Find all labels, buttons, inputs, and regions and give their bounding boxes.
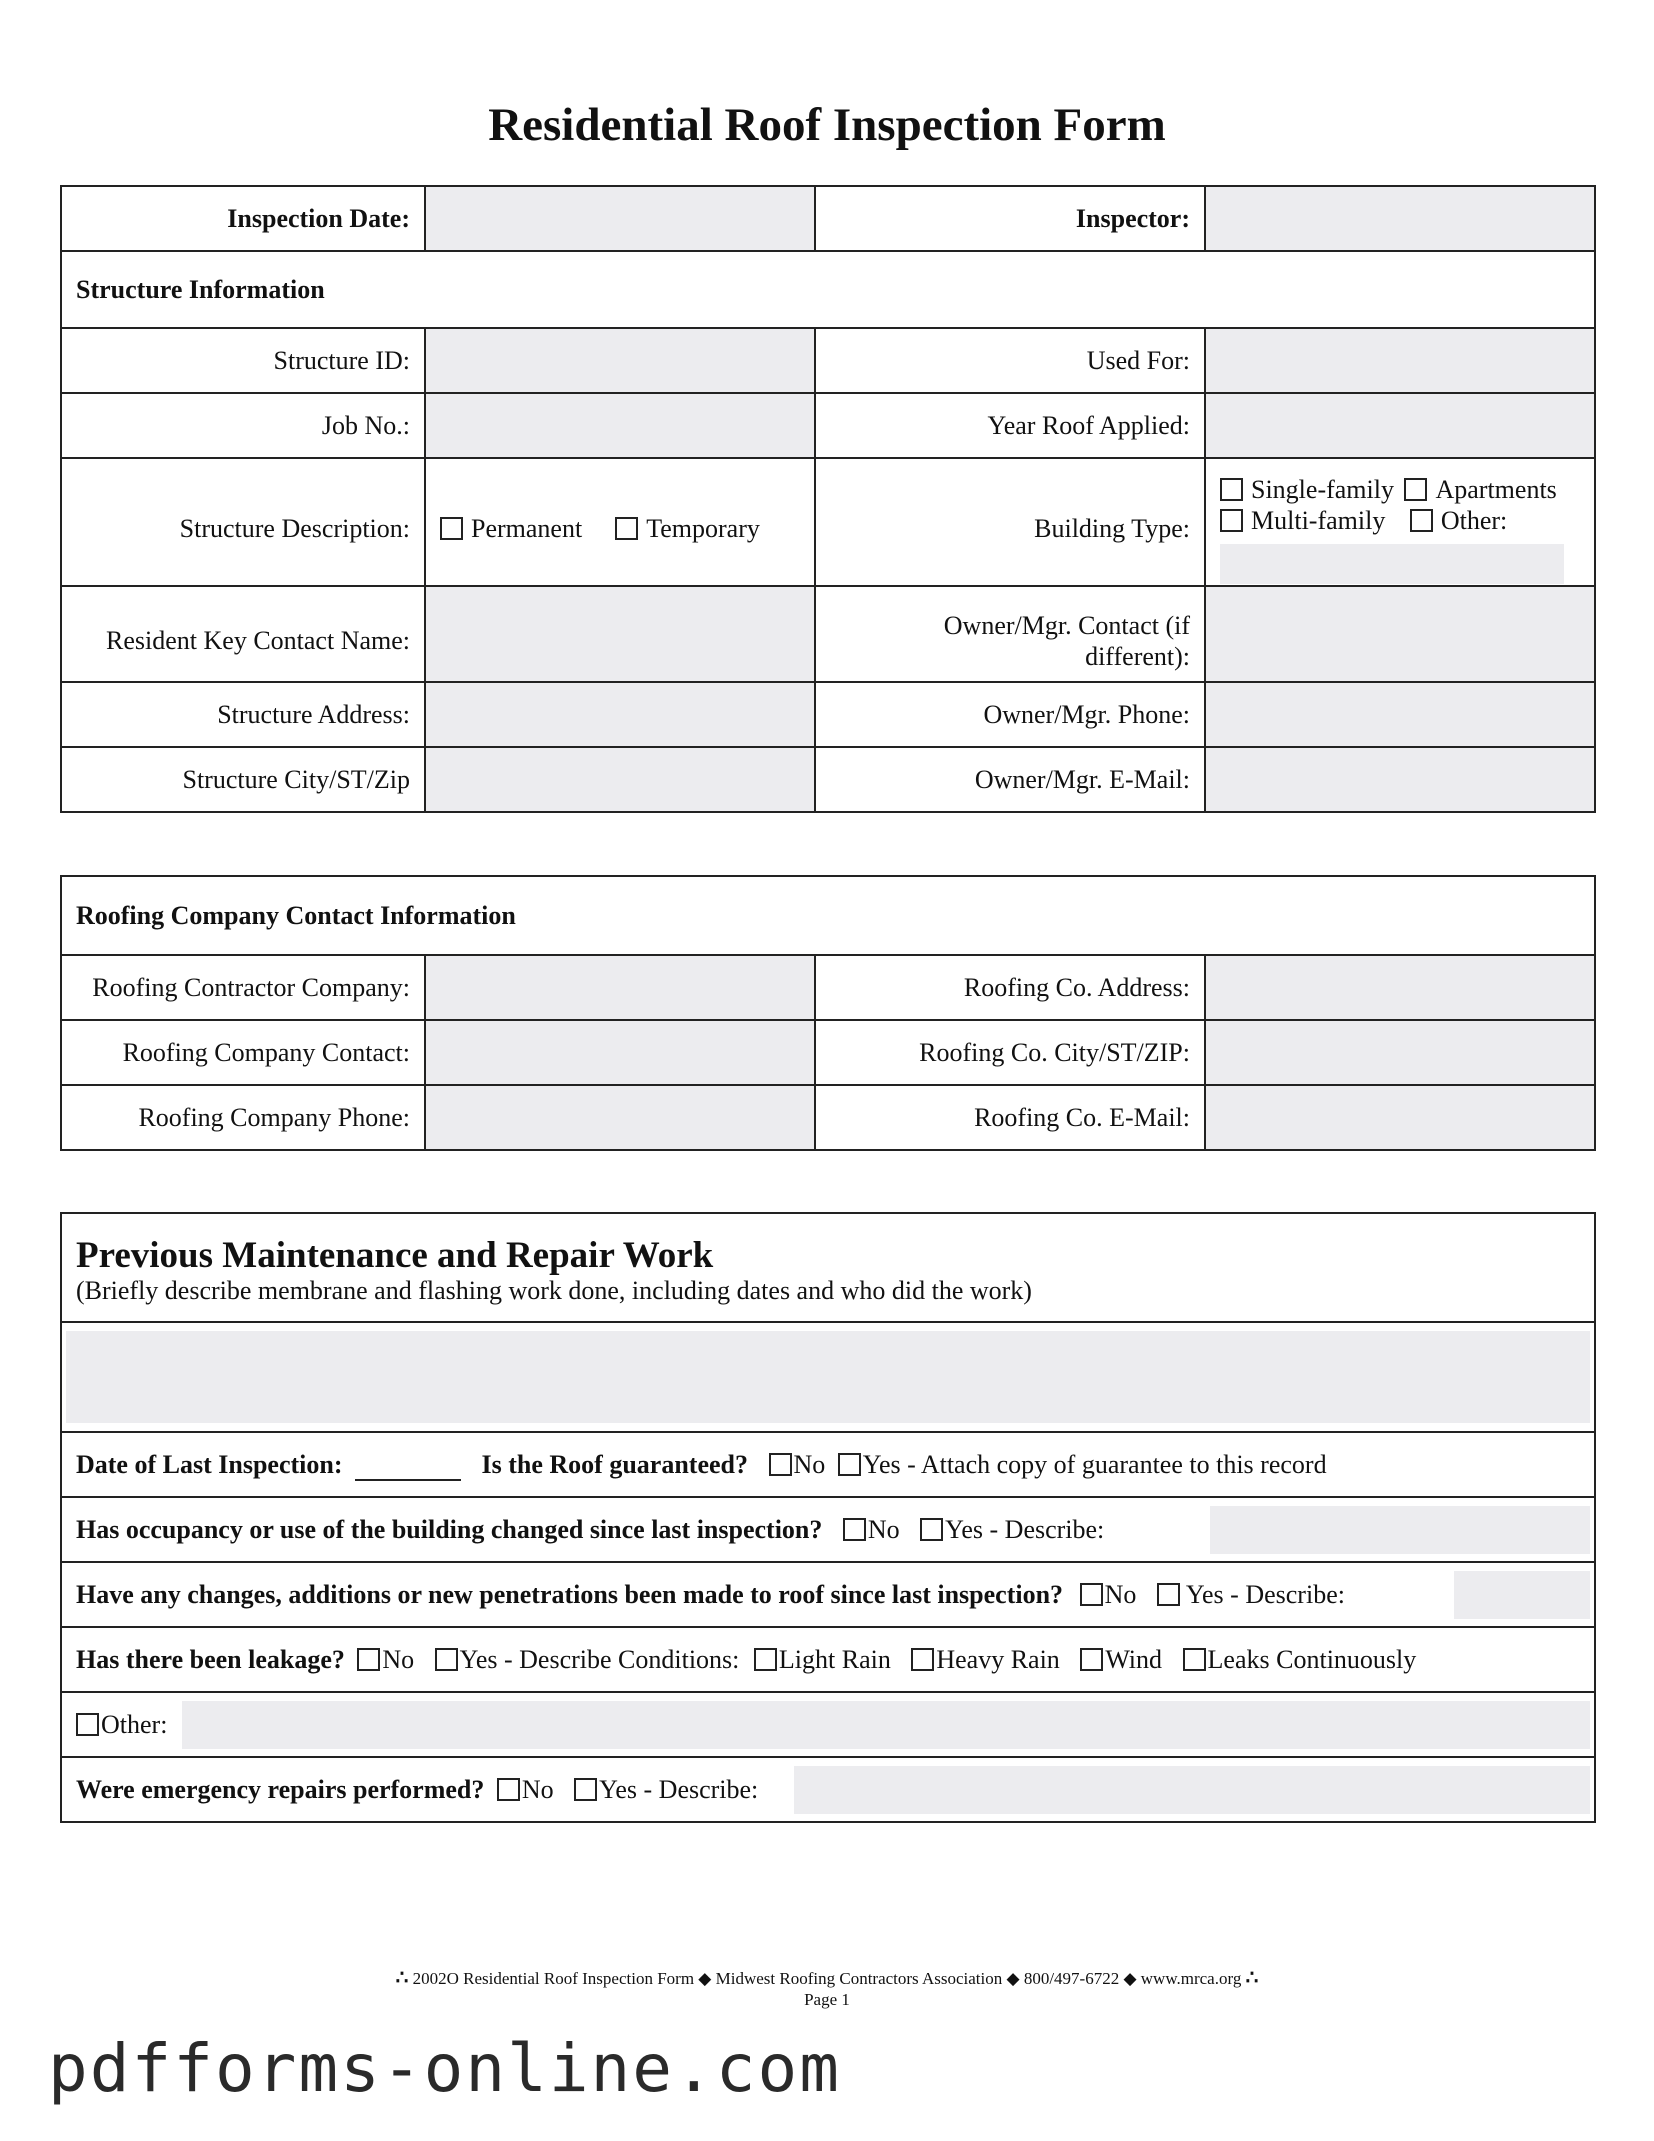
- structure-description-label: Structure Description:: [61, 458, 425, 586]
- permanent-label: Permanent: [471, 514, 583, 543]
- inspector-field[interactable]: [1205, 186, 1595, 251]
- roofing-email-field[interactable]: [1205, 1085, 1595, 1150]
- maintenance-header: [61, 1213, 1595, 1322]
- single-family-label: Single-family: [1251, 475, 1394, 504]
- structure-id-field[interactable]: [425, 328, 815, 393]
- temporary-checkbox[interactable]: [615, 517, 638, 540]
- changes-yes-checkbox[interactable]: [1157, 1583, 1180, 1606]
- roofing-address-label: Roofing Co. Address:: [815, 955, 1205, 1020]
- light-rain-label: Light Rain: [778, 1645, 891, 1674]
- structure-city-field[interactable]: [425, 747, 815, 812]
- guaranteed-yes-checkbox[interactable]: [838, 1453, 861, 1476]
- changes-no-label: No: [1104, 1580, 1137, 1609]
- used-for-field[interactable]: [1205, 328, 1595, 393]
- multi-family-label: Multi-family: [1251, 506, 1386, 535]
- inspector-label: Inspector:: [815, 186, 1205, 251]
- inspection-date-label: Inspection Date:: [61, 186, 425, 251]
- owner-phone-field[interactable]: [1205, 682, 1595, 747]
- guaranteed-no-checkbox[interactable]: [769, 1453, 792, 1476]
- owner-contact-label: [815, 586, 1205, 682]
- leakage-other-field[interactable]: [182, 1701, 1590, 1749]
- last-inspection-field[interactable]: [355, 1449, 461, 1481]
- structure-city-label: Structure City/ST/Zip: [61, 747, 425, 812]
- leakage-yes-checkbox[interactable]: [435, 1648, 458, 1671]
- leakage-other-label: Other:: [101, 1710, 168, 1739]
- used-for-label: Used For:: [815, 328, 1205, 393]
- footer: [0, 1965, 1654, 2010]
- roofing-contact-label: Roofing Company Contact:: [61, 1020, 425, 1085]
- changes-question: Have any changes, additions or new penetrations been made to roof since last inspection?: [76, 1580, 1064, 1609]
- leaks-continuously-label: Leaks Continuously: [1207, 1645, 1417, 1674]
- apartments-checkbox[interactable]: [1404, 478, 1427, 501]
- structure-id-label: Structure ID:: [61, 328, 425, 393]
- last-inspection-label: Date of Last Inspection:: [76, 1450, 343, 1479]
- permanent-checkbox[interactable]: [440, 517, 463, 540]
- heavy-rain-label: Heavy Rain: [936, 1645, 1060, 1674]
- changes-yes-label: Yes - Describe:: [1185, 1580, 1345, 1609]
- structure-description-options: [425, 458, 815, 586]
- watermark: pdfforms-online.com: [48, 2030, 841, 2107]
- mrca-logo-icon: ∴: [395, 1967, 409, 1989]
- heavy-rain-checkbox[interactable]: [911, 1648, 934, 1671]
- owner-contact-label-line2: different):: [1085, 642, 1190, 671]
- roofing-phone-label: Roofing Company Phone:: [61, 1085, 425, 1150]
- emergency-row: [61, 1757, 1595, 1822]
- apartments-label: Apartments: [1435, 475, 1557, 504]
- emergency-no-label: No: [521, 1775, 554, 1804]
- owner-contact-label-line1: Owner/Mgr. Contact (if: [943, 611, 1190, 640]
- roofing-city-field[interactable]: [1205, 1020, 1595, 1085]
- building-other-label: Other:: [1440, 506, 1508, 535]
- wind-checkbox[interactable]: [1080, 1648, 1103, 1671]
- leaks-continuously-checkbox[interactable]: [1183, 1648, 1206, 1671]
- roofing-contractor-label: Roofing Contractor Company:: [61, 955, 425, 1020]
- footer-text: 2002O Residential Roof Inspection Form ◆ Midwest Roofing Contractors Association ◆ 800/497-6722 ◆ www.mrca.org: [412, 1969, 1242, 1988]
- emergency-describe-field[interactable]: [794, 1766, 1590, 1814]
- owner-email-field[interactable]: [1205, 747, 1595, 812]
- building-other-field[interactable]: [1220, 544, 1564, 584]
- occupancy-question: Has occupancy or use of the building changed since last inspection?: [76, 1515, 823, 1544]
- wind-label: Wind: [1105, 1645, 1163, 1674]
- temporary-label: Temporary: [646, 514, 760, 543]
- owner-contact-field[interactable]: [1205, 586, 1595, 682]
- resident-contact-label: Resident Key Contact Name:: [61, 586, 425, 682]
- leakage-no-label: No: [382, 1645, 415, 1674]
- multi-family-checkbox[interactable]: [1220, 509, 1243, 532]
- occupancy-describe-field[interactable]: [1210, 1506, 1590, 1554]
- occupancy-no-label: No: [867, 1515, 900, 1544]
- year-roof-field[interactable]: [1205, 393, 1595, 458]
- roofing-city-label: Roofing Co. City/ST/ZIP:: [815, 1020, 1205, 1085]
- roofing-phone-field[interactable]: [425, 1085, 815, 1150]
- guaranteed-yes-label: Yes - Attach copy of guarantee to this record: [862, 1450, 1327, 1479]
- emergency-yes-label: Yes - Describe:: [599, 1775, 759, 1804]
- roofing-heading: Roofing Company Contact Information: [61, 876, 1595, 955]
- occupancy-row: [61, 1497, 1595, 1562]
- form-title: Residential Roof Inspection Form: [488, 99, 1166, 151]
- job-no-field[interactable]: [425, 393, 815, 458]
- emergency-no-checkbox[interactable]: [497, 1778, 520, 1801]
- maintenance-description-field[interactable]: [66, 1331, 1590, 1423]
- roofing-address-field[interactable]: [1205, 955, 1595, 1020]
- owner-phone-label: Owner/Mgr. Phone:: [815, 682, 1205, 747]
- structure-table: [60, 185, 1596, 813]
- maintenance-description-cell: [61, 1322, 1595, 1432]
- emergency-question: Were emergency repairs performed?: [76, 1775, 485, 1804]
- last-inspection-row: [61, 1432, 1595, 1497]
- roofing-contact-field[interactable]: [425, 1020, 815, 1085]
- building-type-options: [1205, 458, 1595, 586]
- guaranteed-question: Is the Roof guaranteed?: [481, 1450, 748, 1479]
- guaranteed-no-label: No: [793, 1450, 826, 1479]
- maintenance-heading: Previous Maintenance and Repair Work: [76, 1234, 714, 1276]
- structure-heading: Structure Information: [61, 251, 1595, 328]
- emergency-yes-checkbox[interactable]: [574, 1778, 597, 1801]
- job-no-label: Job No.:: [61, 393, 425, 458]
- single-family-checkbox[interactable]: [1220, 478, 1243, 501]
- maintenance-subheading: (Briefly describe membrane and flashing work done, including dates and who did the work): [76, 1275, 1032, 1305]
- roofing-contractor-field[interactable]: [425, 955, 815, 1020]
- light-rain-checkbox[interactable]: [754, 1648, 777, 1671]
- changes-no-checkbox[interactable]: [1080, 1583, 1103, 1606]
- inspection-date-field[interactable]: [425, 186, 815, 251]
- year-roof-label: Year Roof Applied:: [815, 393, 1205, 458]
- page-number: Page 1: [804, 1990, 850, 2009]
- owner-email-label: Owner/Mgr. E-Mail:: [815, 747, 1205, 812]
- structure-address-field[interactable]: [425, 682, 815, 747]
- leakage-no-checkbox[interactable]: [357, 1648, 380, 1671]
- mrca-logo-icon-right: ∴: [1245, 1967, 1259, 1989]
- leakage-question: Has there been leakage?: [76, 1645, 345, 1674]
- building-type-label: Building Type:: [815, 458, 1205, 586]
- leakage-other-checkbox[interactable]: [76, 1713, 99, 1736]
- building-other-checkbox[interactable]: [1410, 509, 1433, 532]
- roofing-email-label: Roofing Co. E-Mail:: [815, 1085, 1205, 1150]
- leakage-other-row: [61, 1692, 1595, 1757]
- changes-row: [61, 1562, 1595, 1627]
- roofing-table: [60, 875, 1596, 1151]
- leakage-yes-label: Yes - Describe Conditions:: [459, 1645, 740, 1674]
- leakage-row: [61, 1627, 1595, 1692]
- changes-describe-field[interactable]: [1454, 1571, 1590, 1619]
- resident-contact-field[interactable]: [425, 586, 815, 682]
- maintenance-table: [60, 1212, 1596, 1823]
- occupancy-yes-label: Yes - Describe:: [945, 1515, 1105, 1544]
- structure-address-label: Structure Address:: [61, 682, 425, 747]
- occupancy-no-checkbox[interactable]: [843, 1518, 866, 1541]
- occupancy-yes-checkbox[interactable]: [920, 1518, 943, 1541]
